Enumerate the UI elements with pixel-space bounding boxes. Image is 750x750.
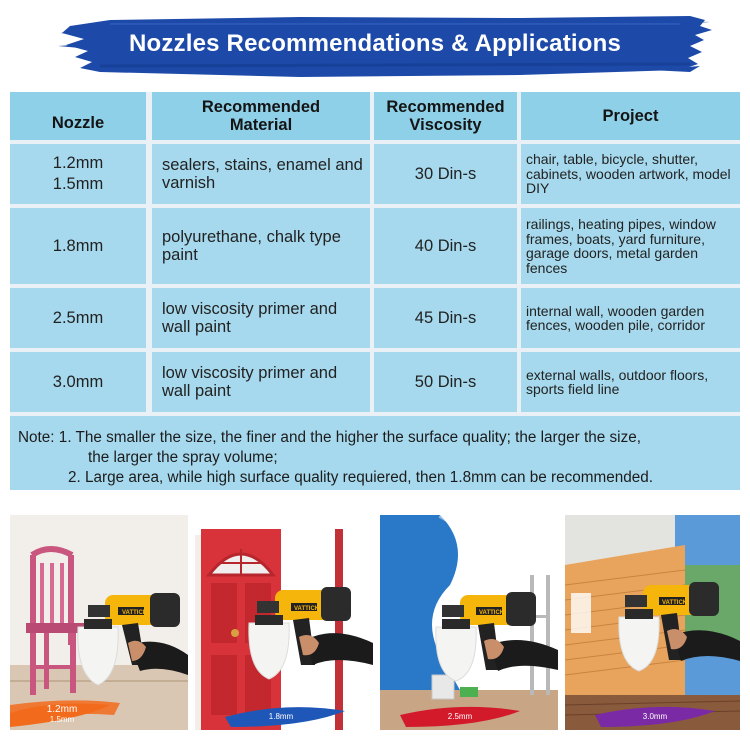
row4-material: low viscosity primer and wall paint [152,352,370,412]
header-viscosity: Recommended Viscosity [374,92,517,140]
row3-material: low viscosity primer and wall paint [152,288,370,348]
brand-label: VATTICK [122,610,148,616]
note-box [10,416,740,490]
row2-material: polyurethane, chalk type paint [152,208,370,284]
row3-viscosity: 45 Din-s [374,288,517,348]
photo-chair [10,515,188,730]
note-line-1: Note: 1. The smaller the size, the finer and the higher the surface quality; the larger the size, [18,429,641,446]
brand-label: VATTICK [662,600,688,606]
row3-nozzle: 2.5mm [10,288,146,348]
row4-project: external walls, outdoor floors, sports field line [521,352,740,412]
page-title: Nozzles Recommendations & Applications [128,30,622,57]
row1-material: sealers, stains, enamel and varnish [152,144,370,204]
note-line-3: 2. Large area, while high surface quality requiered, then 1.8mm can be recommended. [68,469,654,486]
row4-viscosity: 50 Din-s [374,352,517,412]
row1-project: chair, table, bicycle, shutter, cabinets, wooden artwork, model DIY [521,144,740,204]
photo-caption-3: 2.5mm [447,712,473,721]
row1-nozzle: 1.2mm 1.5mm [10,144,146,204]
row2-nozzle: 1.8mm [10,208,146,284]
photo-door [195,515,373,730]
row2-project: railings, heating pipes, window frames, boats, yard furniture, garage doors, metal garden fences [521,208,740,284]
brand-label: VATTICK [479,610,505,616]
brand-label: VATTICK [294,606,320,612]
row1-viscosity: 30 Din-s [374,144,517,204]
row2-viscosity: 40 Din-s [374,208,517,284]
chair-scene [10,515,188,730]
row3-project: internal wall, wooden garden fences, wooden pile, corridor [521,288,740,348]
photo-house [565,515,740,730]
header-material: Recommended Material [152,92,370,140]
house-scene [565,515,740,730]
photo-caption-1a: 1.2mm [46,704,78,715]
note-line-2: the larger the spray volume; [88,449,278,466]
row4-nozzle: 3.0mm [10,352,146,412]
photo-caption-2: 1.8mm [268,712,294,721]
header-nozzle: Nozzle [10,92,146,140]
wall-scene [380,515,558,730]
photo-wall [380,515,558,730]
header-project: Project [521,92,740,140]
door-scene [195,515,373,730]
title-banner [0,0,750,85]
photo-caption-4: 3.0mm [642,712,668,721]
photo-caption-1b: 1.5mm [49,715,75,724]
